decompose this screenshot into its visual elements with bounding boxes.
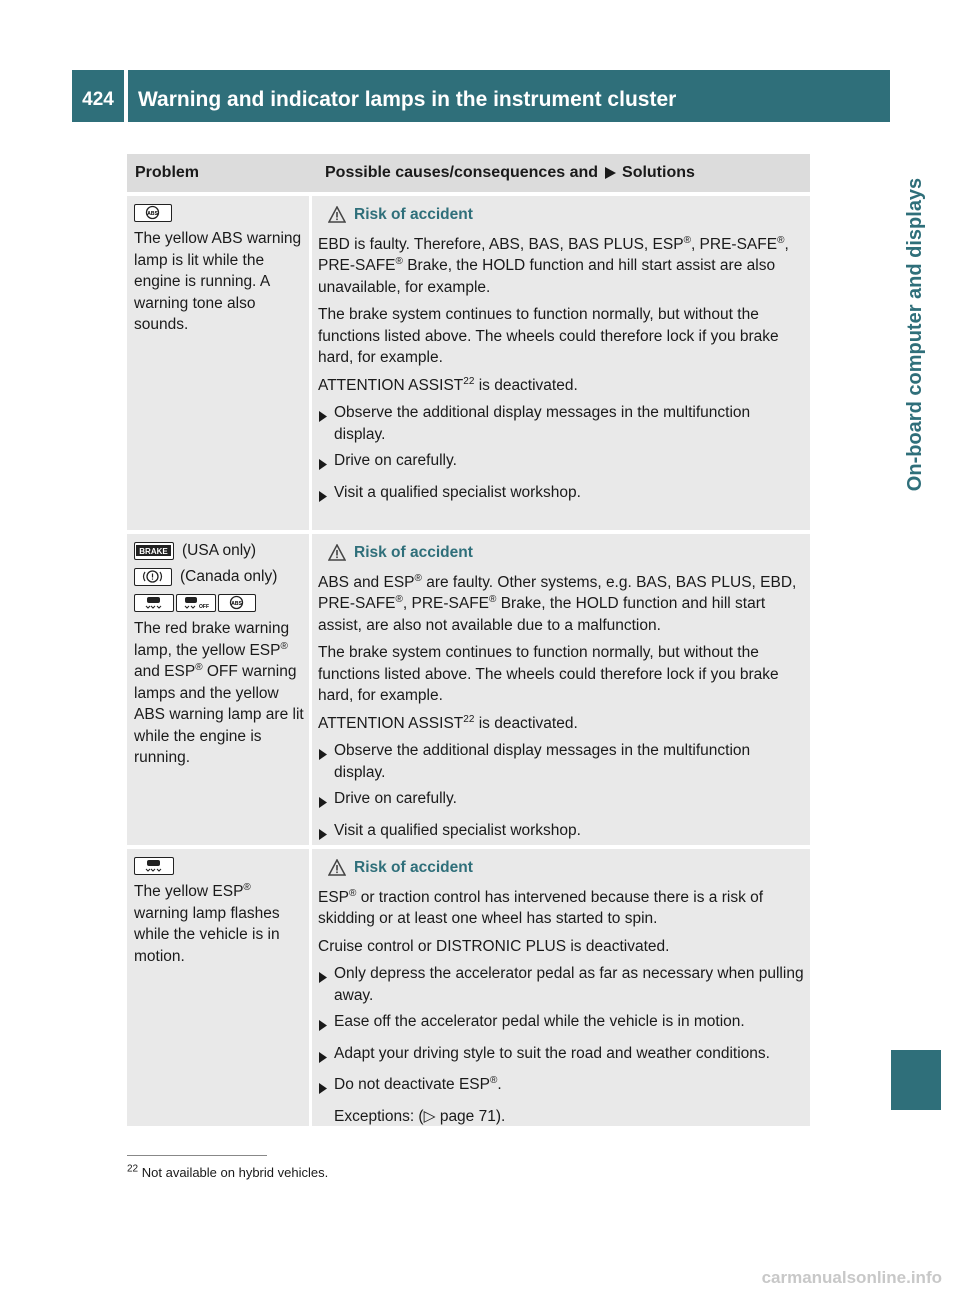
abs-warning-lamp-icon [218, 594, 256, 612]
action-arrow-icon [318, 972, 328, 983]
action-arrow-icon [318, 797, 328, 808]
action-arrow-icon [318, 459, 328, 470]
table-header [127, 154, 810, 192]
exceptions-reference[interactable]: Exceptions: (▷ page 71). [334, 1107, 506, 1125]
problem-cell [127, 196, 309, 530]
risk-heading: Risk of accident [328, 542, 804, 564]
list-item: Observe the additional display messages in the multifunction display. [318, 740, 804, 783]
svg-text:BRAKE: BRAKE [139, 547, 168, 556]
list-item: Observe the additional display messages in the multifunction display. [318, 402, 804, 445]
action-arrow-icon [318, 1020, 328, 1031]
list-item: Drive on carefully. [318, 450, 804, 477]
solution-cell [309, 534, 810, 845]
esp-warning-lamp-icon [134, 857, 174, 875]
consequence-paragraph: The brake system continues to function normally, but without the functions listed above. The wheels could therefore lock if you brake hard, for example. [318, 644, 779, 704]
problem-cell [127, 849, 309, 1126]
risk-heading: Risk of accident [328, 857, 804, 879]
abs-warning-lamp-icon [134, 204, 172, 222]
warning-table [127, 154, 810, 1126]
lamp-label-canada: (Canada only) [180, 568, 278, 586]
page-header [72, 70, 890, 122]
table-row [127, 845, 810, 1126]
svg-text:OFF: OFF [199, 604, 209, 610]
problem-text: The yellow ABS warning lamp is lit while the engine is running. A warning tone also sounds. [134, 230, 302, 333]
warning-triangle-icon [328, 859, 346, 876]
attention-assist-note: ATTENTION ASSIST$^{22}$ is deactivated. [318, 713, 578, 732]
action-arrow-icon [318, 411, 328, 422]
watermark: carmanualsonline.info [761, 1268, 942, 1287]
table-row [127, 530, 810, 845]
esp-warning-lamp-icon [134, 594, 174, 612]
problem-text: The yellow ESP® warning lamp flashes while the vehicle is in motion. [134, 881, 280, 965]
list-item: Ease off the accelerator pedal while the vehicle is in motion. [318, 1011, 804, 1038]
consequence-paragraph: The brake system continues to function normally, but without the functions listed above. The wheels could therefore lock if you brake hard, for example. [318, 306, 779, 366]
action-arrow-icon [318, 1083, 328, 1094]
action-arrow-icon [318, 1052, 328, 1063]
cause-paragraph: ESP® or traction control has intervened because there is a risk of skidding or at least one wheel has started to spin. [318, 887, 764, 927]
footnote-divider [127, 1155, 267, 1156]
esp-off-lamp-icon [176, 594, 216, 612]
footnote: $^{22}$ Not available on hybrid vehicles. [127, 1163, 329, 1180]
side-tab-marker [891, 1050, 941, 1110]
list-item: Visit a qualified specialist workshop. [318, 482, 804, 509]
column-header-problem: Problem [135, 164, 200, 181]
problem-text: The red brake warning lamp, the yellow ESP® and ESP® OFF warning lamps and the yellow ABS warning lamp are lit while the engine is running. [134, 620, 304, 766]
cause-paragraph: ABS and ESP® are faulty. Other systems, e.g. BAS, BAS PLUS, EBD, PRE-SAFE®, PRE-SAFE® Brake, the HOLD function and hill start assist, are also not available due to a malfunction. [318, 572, 797, 634]
svg-text:ABS: ABS [231, 601, 242, 607]
solution-cell [309, 849, 810, 1126]
list-item: Adapt your driving style to suit the road and weather conditions. [318, 1043, 804, 1070]
consequence-paragraph: Cruise control or DISTRONIC PLUS is deactivated. [318, 937, 670, 955]
action-arrow-icon [318, 829, 328, 840]
solution-cell [309, 196, 810, 530]
warning-triangle-icon [328, 206, 346, 223]
lamp-label-usa: (USA only) [182, 542, 257, 560]
action-arrow-icon [318, 749, 328, 760]
warning-triangle-icon [328, 544, 346, 561]
brake-circle-lamp-icon [134, 568, 172, 586]
problem-cell [127, 534, 309, 845]
column-header-causes: Possible causes/consequences and Solutions [325, 164, 695, 181]
list-item: Do not deactivate ESP®. [318, 1074, 804, 1101]
page-title: Warning and indicator lamps in the instrument cluster [128, 70, 890, 122]
risk-heading: Risk of accident [328, 204, 804, 226]
list-item: Drive on carefully. [318, 788, 804, 815]
page-number: 424 [72, 70, 124, 122]
action-arrow-icon [318, 491, 328, 502]
table-row [127, 192, 810, 530]
svg-text:ABS: ABS [147, 211, 158, 217]
side-tab-label: On-board computer and displays [904, 177, 927, 491]
list-item: Visit a qualified specialist workshop. [318, 820, 804, 847]
cause-paragraph: EBD is faulty. Therefore, ABS, BAS, BAS PLUS, ESP®, PRE-SAFE®, PRE-SAFE® Brake, the HOLD function and hill start assist are also unavailable, for example. [318, 234, 789, 296]
list-item: Only depress the accelerator pedal as far as necessary when pulling away. [318, 963, 804, 1006]
triangle-arrow-icon [603, 166, 617, 180]
attention-assist-note: ATTENTION ASSIST$^{22}$ is deactivated. [318, 375, 578, 394]
brake-warning-lamp-icon [134, 542, 174, 560]
side-tab-label-box [891, 122, 941, 546]
